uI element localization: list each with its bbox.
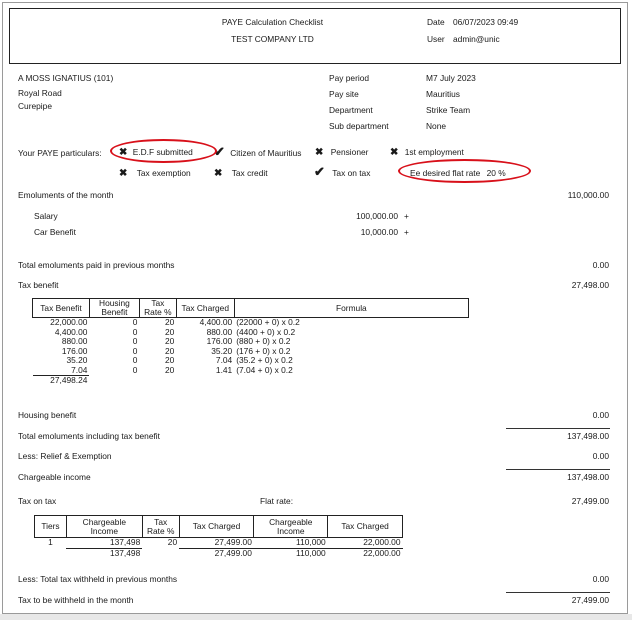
tax-on-tax-table bbox=[34, 515, 403, 558]
table-cell: 880.00 bbox=[206, 326, 233, 337]
table-cell: 20 bbox=[164, 345, 175, 356]
pay-site-label: Pay site bbox=[329, 89, 359, 99]
particular-tax-on-tax bbox=[314, 165, 370, 178]
particular-label: Tax exemption bbox=[136, 168, 191, 178]
chargeable-income-label: Chargeable income bbox=[18, 472, 91, 482]
emoluments-label: Emoluments of the month bbox=[18, 190, 114, 200]
table-cell: 27,499.00 bbox=[179, 548, 254, 558]
relief-label: Less: Relief & Exemption bbox=[18, 451, 112, 461]
withheld-previous-value: 0.00 bbox=[592, 574, 609, 584]
cross-icon: ✖ bbox=[214, 168, 223, 179]
flat-rate-label: Flat rate: bbox=[260, 496, 294, 506]
table-cell: 22,000.00 bbox=[363, 537, 401, 547]
particular-label: Citizen of Mauritius bbox=[230, 148, 302, 158]
table-cell: 20 bbox=[164, 336, 175, 346]
particular-citizen bbox=[214, 145, 301, 158]
particular-label: Tax on tax bbox=[332, 168, 371, 178]
particular-label: Pensioner bbox=[330, 147, 369, 157]
table-cell: 0 bbox=[132, 355, 138, 365]
column-header: Tiers bbox=[35, 516, 67, 538]
company-name: TEST COMPANY LTD bbox=[231, 34, 314, 44]
pay-site-value: Mauritius bbox=[426, 89, 460, 99]
sub-department-value: None bbox=[426, 121, 447, 131]
table-cell: 20 bbox=[164, 317, 175, 327]
salary-sign: + bbox=[404, 211, 409, 221]
particular-label: 1st employment bbox=[404, 147, 464, 157]
window-bottom-edge bbox=[0, 614, 632, 620]
highlight-ellipse-flat-rate bbox=[398, 159, 531, 183]
table-cell: (176 + 0) x 0.2 bbox=[236, 345, 291, 356]
table-cell: (880 + 0) x 0.2 bbox=[236, 336, 291, 346]
column-header: Tax Charged bbox=[176, 299, 234, 318]
cross-icon: ✖ bbox=[390, 147, 399, 158]
particular-first-employment bbox=[390, 147, 464, 158]
salary-amount: 100,000.00 bbox=[356, 211, 398, 221]
previous-emoluments-label: Total emoluments paid in previous months bbox=[18, 260, 175, 270]
table-cell: 137,498 bbox=[66, 548, 142, 558]
checklist-page bbox=[2, 2, 628, 614]
table-total-row bbox=[33, 376, 469, 386]
table-header-row bbox=[33, 299, 469, 318]
table-row bbox=[35, 538, 403, 549]
column-header: Chargeable Income bbox=[66, 516, 142, 538]
table-cell: 0 bbox=[132, 317, 138, 327]
user-value: admin@unic bbox=[453, 34, 500, 44]
column-header: Formula bbox=[234, 299, 468, 318]
to-withhold-label: Tax to be withheld in the month bbox=[18, 595, 134, 605]
table-cell: 880.00 bbox=[61, 336, 88, 346]
tax-on-tax-label: Tax on tax bbox=[18, 496, 57, 506]
department-value: Strike Team bbox=[426, 105, 471, 115]
table-cell: 1 bbox=[48, 537, 53, 548]
car-benefit-sign: + bbox=[404, 227, 409, 237]
table-cell: 110,000 bbox=[254, 548, 328, 558]
table-cell: 20 bbox=[164, 355, 175, 365]
table-cell: 27,499.00 bbox=[214, 537, 252, 547]
check-icon: ✔ bbox=[214, 144, 225, 159]
previous-emoluments-value: 0.00 bbox=[592, 260, 609, 270]
divider bbox=[506, 469, 610, 470]
salary-label: Salary bbox=[34, 211, 58, 221]
employee-address-1: Royal Road bbox=[18, 88, 62, 98]
table-cell: 35.20 bbox=[66, 355, 88, 365]
tax-benefit-table bbox=[32, 298, 469, 386]
table-header-row bbox=[35, 516, 403, 538]
cross-icon: ✖ bbox=[315, 147, 324, 158]
table-cell: 20 bbox=[164, 326, 175, 337]
car-benefit-label: Car Benefit bbox=[34, 227, 76, 237]
table-row bbox=[33, 366, 469, 376]
employee-address-2: Curepipe bbox=[18, 101, 52, 111]
check-icon: ✔ bbox=[314, 164, 325, 179]
tax-benefit-total: 27,498.24 bbox=[33, 376, 90, 386]
divider bbox=[506, 428, 610, 429]
to-withhold-value: 27,499.00 bbox=[571, 595, 609, 605]
particular-tax-exemption bbox=[119, 168, 191, 179]
column-header: Tax Benefit bbox=[33, 299, 90, 318]
total-incl-benefit-label: Total emoluments including tax benefit bbox=[18, 431, 160, 441]
table-row bbox=[33, 318, 469, 328]
highlight-ellipse-edf bbox=[110, 139, 217, 163]
table-cell: 176.00 bbox=[61, 345, 88, 356]
table-cell: 22,000.00 bbox=[50, 317, 88, 327]
table-cell: 7.04 bbox=[71, 364, 88, 375]
table-cell: (4400 + 0) x 0.2 bbox=[236, 326, 296, 337]
table-cell: 137,498 bbox=[109, 537, 141, 547]
table-cell: 0 bbox=[132, 345, 138, 356]
relief-value: 0.00 bbox=[592, 451, 609, 461]
particular-label: E.D.F submitted bbox=[132, 147, 193, 157]
table-cell: 110,000 bbox=[296, 537, 326, 547]
column-header: Chargeable Income bbox=[254, 516, 328, 538]
column-header: Tax Rate % bbox=[142, 516, 179, 538]
cross-icon: ✖ bbox=[119, 147, 128, 158]
particular-tax-credit bbox=[214, 168, 268, 179]
tax-benefit-label: Tax benefit bbox=[18, 280, 59, 290]
particular-pensioner bbox=[315, 147, 368, 158]
table-cell: 0 bbox=[132, 364, 138, 375]
tax-benefit-value: 27,498.00 bbox=[571, 280, 609, 290]
column-header: Tax Rate % bbox=[139, 299, 176, 318]
pay-period-label: Pay period bbox=[329, 73, 370, 83]
report-title: PAYE Calculation Checklist bbox=[221, 17, 324, 27]
user-label: User bbox=[427, 34, 445, 44]
column-header: Housing Benefit bbox=[89, 299, 139, 318]
tax-on-tax-value: 27,499.00 bbox=[571, 496, 609, 506]
table-cell: 1.41 bbox=[215, 364, 233, 375]
date-label: Date bbox=[427, 17, 445, 27]
particulars-label: Your PAYE particulars: bbox=[18, 148, 102, 158]
withheld-previous-label: Less: Total tax withheld in previous months bbox=[18, 574, 178, 584]
employee-name: A MOSS IGNATIUS (101) bbox=[18, 73, 114, 83]
table-cell: 7.04 bbox=[215, 355, 233, 365]
divider bbox=[506, 592, 610, 593]
housing-benefit-label: Housing benefit bbox=[18, 410, 77, 420]
table-cell: (22000 + 0) x 0.2 bbox=[236, 317, 300, 327]
flat-rate-label: Ee desired flat rate bbox=[410, 168, 481, 178]
table-cell: (7.04 + 0) x 0.2 bbox=[236, 364, 293, 375]
table-total-row bbox=[35, 548, 403, 558]
sub-department-label: Sub department bbox=[329, 121, 389, 131]
table-cell: 20 bbox=[164, 364, 175, 375]
car-benefit-amount: 10,000.00 bbox=[360, 227, 398, 237]
table-cell: 4,400.00 bbox=[199, 317, 233, 327]
department-label: Department bbox=[329, 105, 373, 115]
table-cell: 0 bbox=[132, 336, 138, 346]
column-header: Tax Charged bbox=[179, 516, 254, 538]
particular-label: Tax credit bbox=[231, 168, 268, 178]
table-cell: 0 bbox=[132, 326, 138, 337]
table-cell: 4,400.00 bbox=[54, 326, 88, 337]
column-header: Tax Charged bbox=[328, 516, 403, 538]
chargeable-income-value: 137,498.00 bbox=[567, 472, 609, 482]
housing-benefit-value: 0.00 bbox=[592, 410, 609, 420]
emoluments-total: 110,000.00 bbox=[567, 190, 609, 200]
cross-icon: ✖ bbox=[119, 168, 128, 179]
flat-rate-value: 20 % bbox=[486, 168, 506, 178]
table-cell: 35.20 bbox=[211, 345, 233, 356]
table-cell: (35.2 + 0) x 0.2 bbox=[236, 355, 293, 365]
date-value: 06/07/2023 09:49 bbox=[453, 17, 519, 27]
report-header bbox=[9, 8, 621, 64]
total-incl-benefit-value: 137,498.00 bbox=[567, 431, 609, 441]
pay-period-value: M7 July 2023 bbox=[426, 73, 476, 83]
table-cell: 176.00 bbox=[206, 336, 233, 346]
table-cell: 20 bbox=[167, 537, 178, 548]
table-cell: 22,000.00 bbox=[328, 548, 403, 558]
